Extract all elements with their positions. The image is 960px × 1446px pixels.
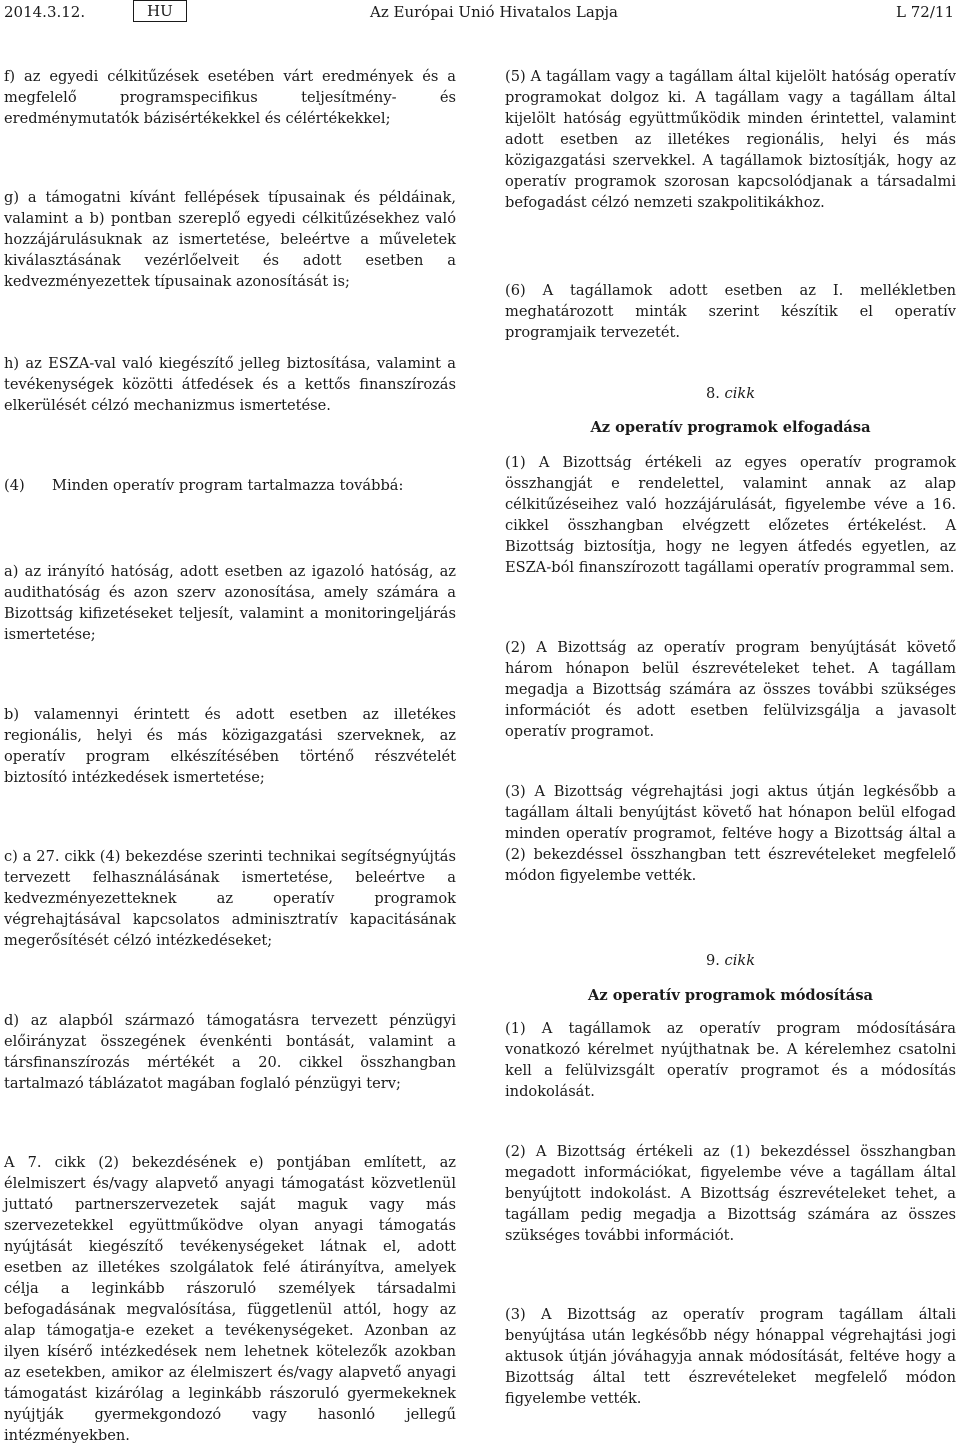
article-9-title: Az operatív programok módosítása (588, 987, 873, 1004)
article-8-number (505, 383, 956, 404)
paragraph-5: (5) A tagállam vagy a tagállam által kijelölt hatóság operatív programokat dolgoz ki. A tagállam vagy a tagállam által kijelölt hatóság együttműködik minden érintettel, valamint adott esetben az illetékes regionális, helyi és más közigazgatási szervekkel. A tagállamok biztosítják, hogy az operatív programok szorosan kapcsolódjanak a társadalmi befogadást célzó nemzeti szakpolitikákhoz. (505, 68, 956, 211)
language-badge: HU (133, 0, 187, 22)
publication-date: 2014.3.12. (4, 3, 86, 21)
article-9-number (505, 950, 956, 971)
article-9-word: cikk (724, 952, 756, 969)
article-9-paragraph-3: (3) A Bizottság az operatív program tagállam általi benyújtása után legkésőbb négy hónappal végrehajtási jogi aktusok útján jóváhagyja annak módosítását, feltéve hogy a Bizottság által tett észrevételeket megfelelő módon figyelembe vették. (505, 1306, 956, 1407)
article-8-word: cikk (724, 385, 756, 402)
point-c: c) a 27. cikk (4) bekezdése szerinti technikai segítségnyújtás tervezett felhasználásának ismertetése, beleértve a kedvezményezetteknek az operatív programok végrehajtásával kapcsolatos adminisztratív kapacitásának megerősítését célzó intézkedéseket; (4, 848, 456, 949)
point-f: f) az egyedi célkitűzések esetében várt eredmények és a megfelelő programspecifikus teljesítmény- és eredménymutatók bázisértékekkel és célértékekkel; (4, 68, 456, 127)
paragraph-4-number: (4) (4, 477, 25, 494)
article-9-paragraph-1: (1) A tagállamok az operatív program módosítására vonatkozó kérelmet nyújthatnak be. A kérelemhez csatolni kell a felülvizsgált operatív programot és a módosítás indokolását. (505, 1020, 956, 1100)
article-8-title: Az operatív programok elfogadása (590, 419, 871, 436)
paragraph-4 (4, 475, 456, 496)
point-d: d) az alapból származó támogatásra tervezett pénzügyi előirányzat összegének évenkénti bontását, valamint a társfinanszírozás mértékét a 20. cikkel összhangban tartalmazó táblázatot magában foglaló pénzügyi terv; (4, 1012, 456, 1092)
article-8-paragraph-2: (2) A Bizottság az operatív program benyújtását követő három hónapon belül észrevételeket tehet. A tagállam megadja a Bizottság számára az összes további szükséges információt és adott esetben felülvizsgálja a javasolt operatív programot. (505, 639, 956, 740)
page-header (0, 0, 960, 26)
journal-title: Az Európai Unió Hivatalos Lapja (370, 3, 618, 21)
article-7-reference-paragraph: A 7. cikk (2) bekezdésének e) pontjában említett, az élelmiszert és/vagy alapvető anyagi támogatást közvetlenül juttató partnerszervezetek saját maguk vagy más szervezetekkel együttműködve olyan anyagi támogatás nyújtását kiegészítő tevékenységeket látnak el, adott esetben az illetékes szolgálatok felé átirányítva, amelyek célja a leginkább rászoruló személyek társadalmi befogadásának megvalósítása, függetlenül attól, hogy az alap támogatja-e ezeket a tevékenységeket. Azonban az ilyen kísérő intézkedések nem lehetnek kötelezők azokban az esetekben, amikor az élelmiszert és/vagy alapvető anyagi támogatást kizárólag a leginkább rászoruló gyermekeknek nyújtják gyermekgondozó vagy hasonló jellegű intézményekben. (4, 1154, 456, 1444)
point-b: b) valamennyi érintett és adott esetben az illetékes regionális, helyi és más közigazgatási szerveknek, az operatív program elkészítésében történő részvételét biztosító intézkedések ismertetése; (4, 706, 456, 786)
point-g: g) a támogatni kívánt fellépések típusainak és példáinak, valamint a b) pontban szereplő egyedi célkitűzésekhez való hozzájárulásuknak az ismertetése, beleértve a műveletek kiválasztásának vezérlőelveit és adott esetben a kedvezményezettek típusainak azonosítását is; (4, 189, 456, 290)
article-8-paragraph-3: (3) A Bizottság végrehajtási jogi aktus útján legkésőbb a tagállam általi benyújtást követő hat hónapon belül elfogad minden operatív programot, feltéve hogy a Bizottság által a (2) bekezdéssel összhangban tett észrevételeket megfelelő módon figyelembe vették. (505, 783, 956, 884)
page-number: L 72/11 (896, 3, 954, 21)
article-8-num: 8. (705, 385, 720, 402)
article-9-num: 9. (705, 952, 720, 969)
paragraph-4-text: Minden operatív program tartalmazza továbbá: (52, 477, 404, 494)
article-8-paragraph-1: (1) A Bizottság értékeli az egyes operatív programok összhangját e rendelettel, valamint annak az alap célkitűzéseihez való hozzájárulását, figyelembe véve a 16. cikkel összhangban elvégzett előzetes értékelést. A Bizottság biztosítja, hogy ne legyen átfedés egyetlen, az ESZA-ból finanszírozott tagállami operatív programmal sem. (505, 454, 956, 576)
point-a: a) az irányító hatóság, adott esetben az igazoló hatóság, az audithatóság és azon szerv azonosítása, amely számára a Bizottság kifizetéseket teljesít, valamint a monitoringeljárás ismertetése; (4, 563, 456, 643)
article-9-paragraph-2: (2) A Bizottság értékeli az (1) bekezdéssel összhangban megadott információkat, figyelembe véve a tagállam által benyújtott indokolást. A Bizottság észrevételeket tehet, a tagállam pedig megadja a Bizottság számára az összes szükséges további információt. (505, 1143, 956, 1244)
point-h: h) az ESZA-val való kiegészítő jelleg biztosítása, valamint a tevékenységek közötti átfedések és a kettős finanszírozás elkerülését célzó mechanizmus ismertetése. (4, 355, 456, 414)
paragraph-6: (6) A tagállamok adott esetben az I. mellékletben meghatározott minták szerint készítik el operatív programjaik tervezetét. (505, 282, 956, 341)
